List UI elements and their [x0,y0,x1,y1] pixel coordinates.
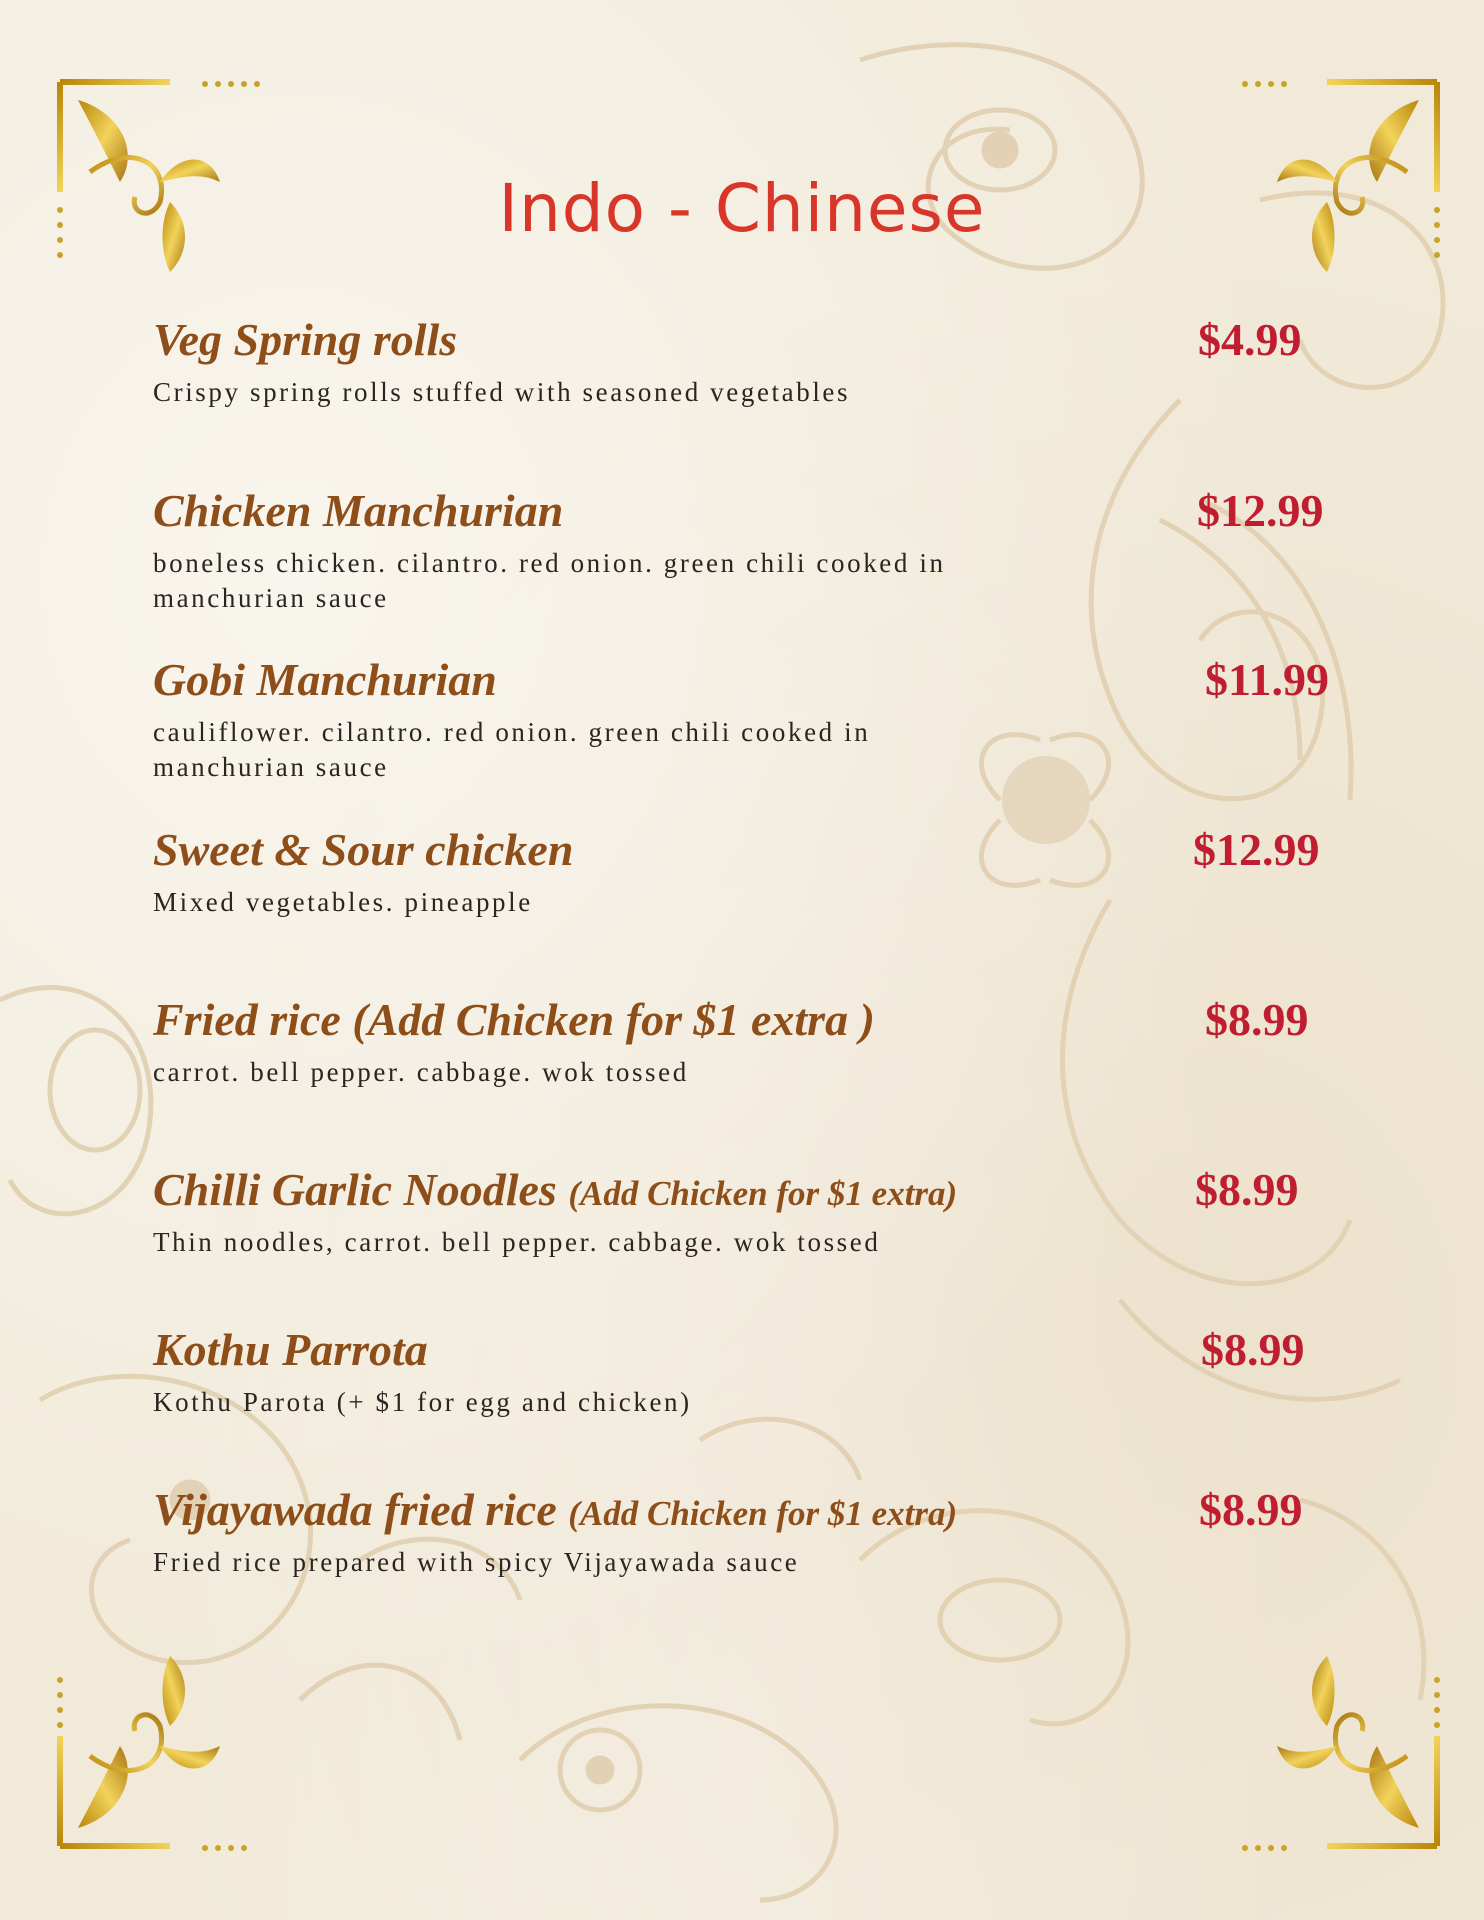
item-price: $12.99 [1193,824,1320,875]
item-price: $11.99 [1205,654,1329,705]
item-description: carrot. bell pepper. cabbage. wok tossed [153,1057,689,1087]
menu-item-veg-spring-rolls [153,312,1373,410]
item-description: boneless chicken. cilantro. red onion. green chili cooked in manchurian sauce [153,548,946,613]
menu-title: Indo - Chinese [498,170,986,247]
fleur-de-lis-icon [60,1656,220,1846]
item-price: $8.99 [1205,994,1309,1045]
item-price: $8.99 [1195,1164,1299,1215]
item-name: Sweet & Sour chicken [153,824,574,875]
menu-item-vijayawada-fried-rice [153,1482,1373,1580]
item-name: Chicken Manchurian [153,485,564,536]
menu-item-chilli-garlic-noodles [153,1162,1373,1260]
item-description: Mixed vegetables. pineapple [153,887,533,917]
item-description: Thin noodles, carrot. bell pepper. cabbage. wok tossed [153,1227,881,1257]
item-name: Fried rice (Add Chicken for $1 extra ) [153,994,875,1045]
menu-item-chicken-manchurian [153,483,1373,616]
item-name: Kothu Parrota [153,1324,428,1375]
item-name: Vijayawada fried rice (Add Chicken for $1 extra) [153,1484,958,1535]
item-price: $8.99 [1199,1484,1303,1535]
item-description: cauliflower. cilantro. red onion. green chili cooked in manchurian sauce [153,717,871,782]
item-price: $8.99 [1201,1324,1305,1375]
menu-item-sweet-sour-chicken [153,822,1373,920]
item-price: $12.99 [1197,485,1324,536]
item-name: Veg Spring rolls [153,314,458,365]
item-price: $4.99 [1198,314,1302,365]
menu-item-fried-rice [153,992,1373,1090]
item-description: Kothu Parota (+ $1 for egg and chicken) [153,1387,692,1417]
menu-item-kothu-parrota [153,1322,1373,1420]
item-name: Chilli Garlic Noodles (Add Chicken for $1 extra) [153,1164,958,1215]
item-name: Gobi Manchurian [153,654,497,705]
menu-item-gobi-manchurian [153,652,1373,785]
item-description: Fried rice prepared with spicy Vijayawada sauce [153,1547,800,1577]
item-description: Crispy spring rolls stuffed with seasoned vegetables [153,377,851,407]
fleur-de-lis-icon [1277,1656,1437,1846]
